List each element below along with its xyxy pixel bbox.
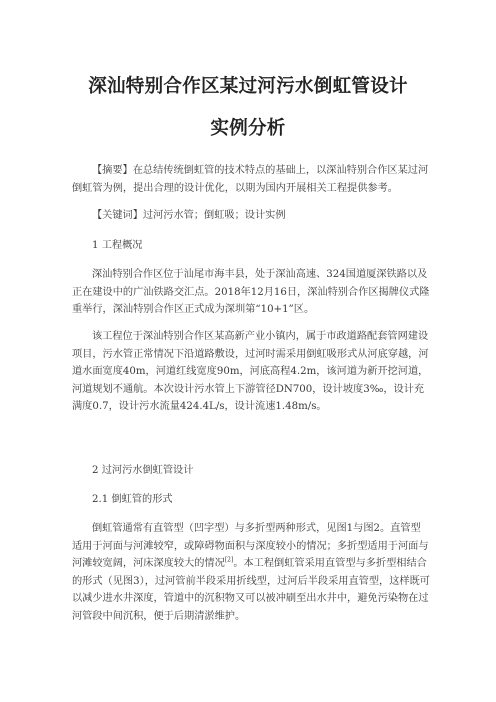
paragraph-siphon-forms [72,520,430,626]
document-title-line-1: 深汕特别合作区某过河污水倒虹管设计 [88,76,408,97]
paragraph-overview-2: 该工程位于深汕特别合作区某高新产业小镇内，属于市政道路配套管网建设项目，污水管正常情况下沿道路敷设，过河时需采用倒虹吸形式从河底穿越，河道水面宽度40m，河道红线宽度90m，河底高程4.2m，该河道为新开挖河道，河道规划不通航。本次设计污水管上下游管径DN700，设计坡度3‰，设计充满度0.7，设计污水流量424.4L/s，设计流速1.48m/s。 [72,331,429,413]
subsection-heading-2-1: 2.1 倒虹管的形式 [92,494,173,505]
keywords-paragraph: 【关键词】过河污水管；倒虹吸；设计实例 [92,210,286,221]
abstract-paragraph: 【摘要】在总结传统倒虹管的技术特点的基础上，以深汕特别合作区某过河倒虹管为例，提出合理的设计优化，以期为国内开展相关工程提供参考。 [72,165,429,194]
paragraph-siphon-forms-part2: 。本工程倒虹管采用直管型与多折型相结合的形式（见图3），过河管前半段采用折线型，过河后半段采用直管型，这样既可以减少进水井深度，管道中的沉积物又可以被冲刷至出水井中，避免污染物在过河管段中间沉积，便于后期清淤维护。 [72,558,430,622]
document-title-line-2: 实例分析 [210,118,286,139]
citation-marker: [2] [224,556,234,564]
paragraph-siphon-forms-part1: 倒虹管通常有直管型（凹字型）与多折型两种形式，见图1与图2。直管型适用于河面与河滩较窄，或障碍物面积与深度较小的情况；多折型适用于河面与河滩较宽阔，河床深度较大的情况 [72,523,429,570]
paragraph-overview-1: 深汕特别合作区位于汕尾市海丰县，处于深汕高速、324国道厦深铁路以及正在建设中的广汕铁路交汇点。2018年12月16日，深汕特别合作区揭牌仪式隆重举行，深汕特别合作区正式成为深圳第“10+1”区。 [72,269,430,316]
section-heading-2: 2 过河污水倒虹管设计 [92,465,194,476]
section-heading-1: 1 工程概况 [92,240,143,251]
